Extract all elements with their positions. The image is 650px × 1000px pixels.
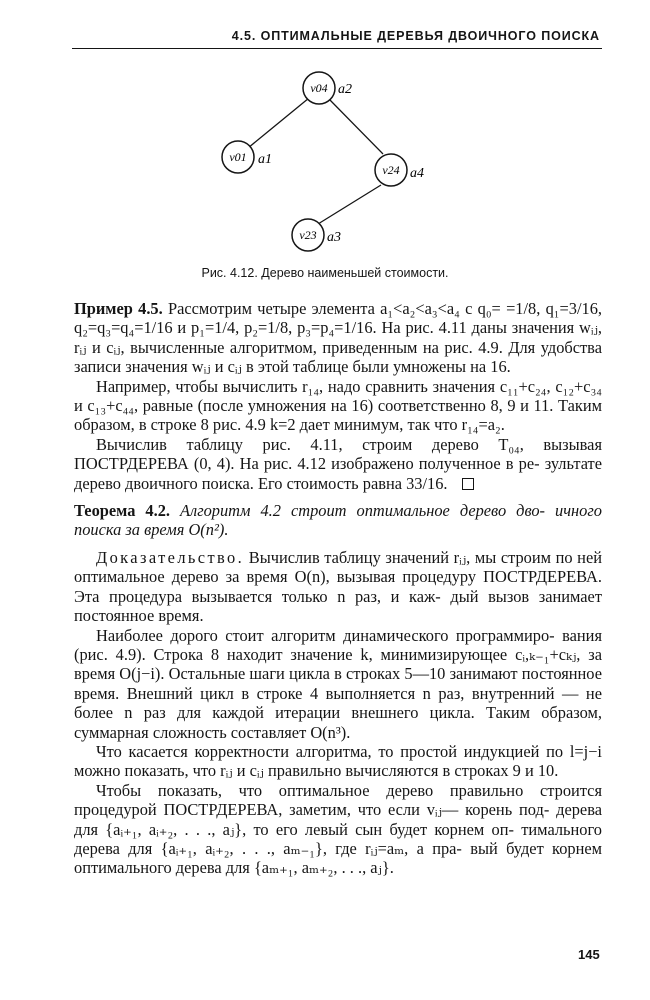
text-line: Например, чтобы вычислить r₁₄, надо сравнить значения c₁₁+c₂₄, — [96, 376, 551, 396]
text-line: Алгоритм 4.2 строит оптимальное дерево дво- — [180, 501, 546, 521]
text-line: строим по ней оптимальное дерево за время O(n), вызывая процедуру — [74, 547, 603, 587]
node-key: a3 — [327, 230, 341, 245]
text-line: дый вызов занимает постоянное время. — [74, 586, 602, 626]
text-line: вания (рис. 4.9). Строка 8 находит значение k, минимизирующее — [74, 625, 602, 664]
text-line: в этой таблице были умножены на 16. — [246, 357, 511, 377]
node-label: v23 — [299, 228, 317, 242]
text-line: На рис. 4.11 даны значения wᵢⱼ, rᵢⱼ и cᵢⱼ, вычисленные алгоритмом, — [74, 318, 603, 357]
node-label: v24 — [382, 163, 400, 177]
text-line: ПОСТРДЕРЕВА. Эта процедура вызывается только n раз, и каж- — [74, 567, 602, 606]
text-line: зультате дерево двоичного поиска. Его стоимость равна 33/16. — [74, 454, 602, 493]
text-line: по l=j−i можно показать, что rᵢⱼ и cᵢⱼ правильно вычисляются — [74, 741, 602, 781]
proof-paragraph-2 — [74, 626, 602, 742]
tree-edge-root-right — [328, 98, 383, 154]
tree-node-right-left — [292, 219, 341, 251]
tree-diagram — [205, 60, 445, 260]
header-rule — [72, 48, 602, 49]
proof-heading: Доказательство. — [96, 547, 245, 567]
example-paragraph-3 — [74, 435, 602, 493]
page-number: 145 — [578, 947, 600, 962]
text-line: вый будет корнем оптимального дерева для {aₘ₊₁, aₘ₊₂, . . ., aⱼ}. — [74, 838, 602, 878]
tree-edge-right-left — [318, 185, 381, 224]
proof-paragraph-4 — [74, 781, 602, 878]
text-line: тимального дерева для {aᵢ₊₁, aᵢ₊₂, . . ., aₘ₋₁}, где rᵢⱼ=aₘ, а пра- — [74, 819, 602, 858]
text-line: приведенным на рис. 4.9. Для удобства записи значения wᵢⱼ и cᵢⱼ — [74, 337, 602, 377]
text-line: цикла. Таким образом, суммарная сложность составляет O(n³). — [74, 703, 602, 742]
text-line: c₁₂+c₃₄ и c₁₃+c₄₄, равные (после умножения на 16) соответственно — [74, 376, 602, 416]
theorem-paragraph — [74, 501, 602, 540]
example-paragraph-2 — [74, 377, 602, 435]
text-line: Рассмотрим четыре элемента a₁<a₂<a₃<a₄ с q₀= — [167, 299, 501, 318]
tree-node-right — [375, 154, 424, 186]
text-line: Вычислив таблицу рис. 4.11, строим дерево T₀₄, вызывая — [96, 434, 602, 454]
proof-paragraph — [74, 548, 602, 626]
text-line: ичного поиска за время O(n²). — [74, 501, 602, 540]
body-text — [74, 299, 602, 878]
tree-node-left — [222, 141, 272, 173]
theorem-heading: Теорема 4.2. — [74, 501, 171, 521]
tree-figure — [205, 60, 445, 260]
figure-caption: Рис. 4.12. Дерево наименьшей стоимости. — [201, 266, 449, 280]
text-line: дерева для {aᵢ₊₁, aᵢ₊₂, . . ., aⱼ}, то его левый сын будет корнем оп- — [74, 800, 602, 839]
node-key: a2 — [338, 82, 352, 97]
text-line: в строках 9 и 10. — [442, 761, 559, 781]
tree-edge-root-left — [248, 98, 309, 148]
text-line: =1/8, q₁=3/16, q₂=q₃=q₄=1/16 и p₁=1/4, p₂=1/8, p₃=p₄=1/16. — [74, 299, 602, 338]
text-line: Вычислив таблицу значений rᵢⱼ, мы — [248, 547, 497, 567]
node-key: a1 — [258, 152, 272, 167]
text-line: Наиболее дорого стоит алгоритм динамического программиро- — [96, 625, 555, 645]
text-line: ПОСТРДЕРЕВА (0, 4). На рис. 4.12 изображено полученное в ре- — [74, 454, 540, 474]
text-line: Что касается корректности алгоритма, то простой индукцией — [96, 741, 540, 761]
node-label: v04 — [310, 81, 328, 95]
running-header: 4.5. ОПТИМАЛЬНЫЕ ДЕРЕВЬЯ ДВОИЧНОГО ПОИСКА — [231, 29, 600, 43]
tree-node-root — [303, 72, 352, 104]
text-line: 8, 9 и 11. Таким образом, в строке 8 рис. 4.9 k=2 дает минимум, — [74, 396, 602, 435]
node-key: a4 — [410, 166, 424, 181]
end-of-example-icon — [462, 478, 474, 490]
text-line: процедурой ПОСТРДЕРЕВА, заметим, что если vᵢⱼ— корень под- — [74, 800, 550, 820]
text-line: занимают постоянное время. Внешний цикл в строке 4 выполняется — [74, 664, 602, 703]
example-heading: Пример 4.5. — [74, 299, 163, 318]
example-paragraph — [74, 299, 602, 377]
text-line: cᵢ,ₖ₋₁+cₖⱼ, за время O(j−i). Остальные шаги цикла в строках 5—10 — [74, 644, 602, 684]
text-line: так что r₁₄=a₂. — [407, 415, 505, 435]
node-label: v01 — [229, 150, 247, 164]
text-line: Чтобы показать, что оптимальное дерево правильно строится — [96, 780, 602, 800]
text-line: n раз, внутренний — не более n раз для каждой итерации внешнего — [74, 683, 602, 723]
proof-paragraph-3 — [74, 742, 602, 781]
